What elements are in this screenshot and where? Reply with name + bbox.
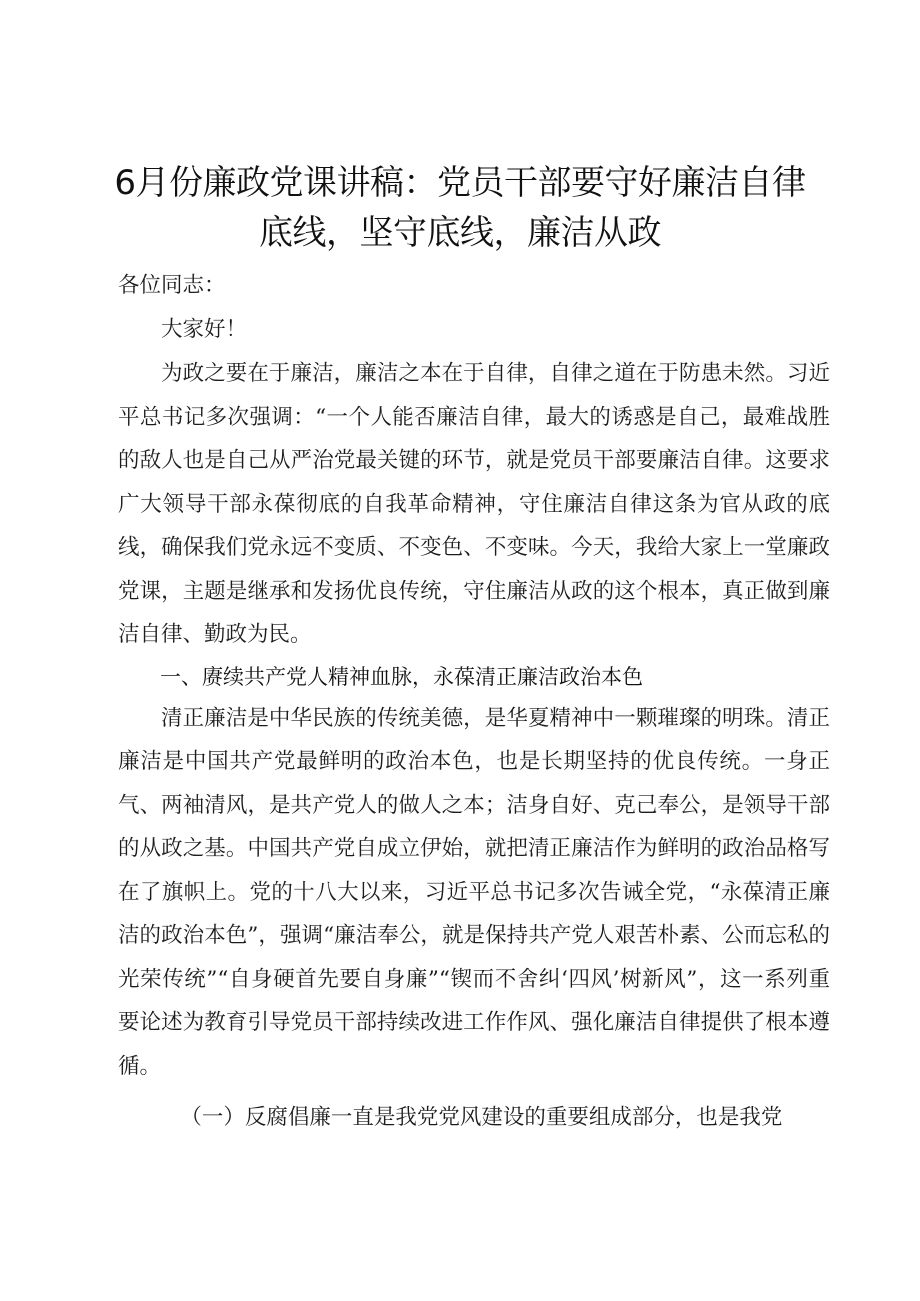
document-title: 6月份廉政党课讲稿：党员干部要守好廉洁自律底线，坚守底线，廉洁从政	[114, 163, 806, 253]
section-heading: 一、赓续共产党人精神血脉，永葆清正廉洁政治本色	[160, 664, 643, 689]
salutation: 各位同志：	[118, 273, 226, 298]
subsection-heading: （一）反腐倡廉一直是我党党风建设的重要组成部分，也是我党	[180, 1105, 783, 1130]
section-paragraph: 清正廉洁是中华民族的传统美德，是华夏精神中一颗璀璨的明珠。清正廉洁是中国共产党最鲜明的政治本色，也是长期坚持的优良传统。一身正气、两袖清风，是共产党人的做人之本；洁身自好、克己奉公，是领导干部的从政之基。中国共产党自成立伊始，就把清正廉洁作为鲜明的政治品格写在了旗帜上。党的十八大以来，习近平总书记多次告诫全党，“永葆清正廉洁的政治本色”，强调“廉洁奉公，就是保持共产党人艰苦朴素、公而忘私的光荣传统”“自身硬首先要自身廉”“锲而不舍纠‘四风’树新风”，这一系列重要论述为教育引导党员干部持续改进工作作风、强化廉洁自律提供了根本遵循。	[118, 705, 830, 1079]
document-body	[118, 264, 830, 1140]
greeting: 大家好！	[161, 317, 248, 342]
intro-paragraph: 为政之要在于廉洁，廉洁之本在于自律，自律之道在于防患未然。习近平总书记多次强调：“一个人能否廉洁自律，最大的诱惑是自己，最难战胜的敌人也是自己从严治党最关键的环节，就是党员干部要廉洁自律。这要求广大领导干部永葆彻底的自我革命精神，守住廉洁自律这条为官从政的底线，确保我们党永远不变质、不变色、不变味。今天，我给大家上一堂廉政党课，主题是继承和发扬优良传统，守住廉洁从政的这个根本，真正做到廉洁自律、勤政为民。	[118, 361, 830, 647]
